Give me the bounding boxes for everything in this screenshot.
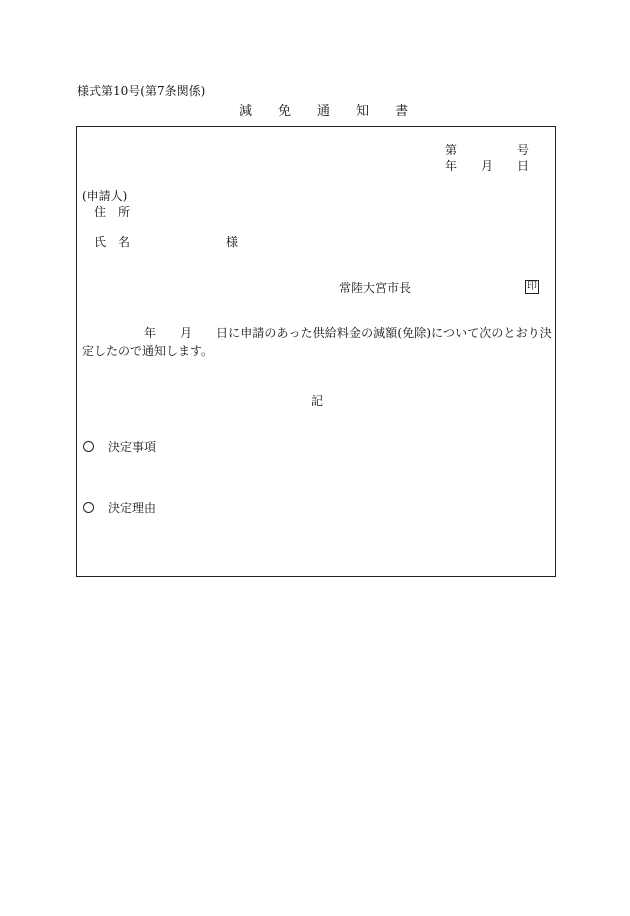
body-month-label: 月 bbox=[180, 326, 193, 340]
seal-icon: 印 bbox=[527, 281, 537, 292]
title-char: 免 bbox=[278, 104, 292, 119]
title-char: 書 bbox=[395, 104, 409, 119]
name-char: 氏 bbox=[94, 235, 107, 249]
decision-reason-label: 決定理由 bbox=[108, 501, 157, 515]
body-year-label: 年 bbox=[144, 326, 157, 340]
address-char: 住 bbox=[94, 205, 107, 219]
circle-bullet-icon bbox=[83, 502, 94, 513]
decision-item-label: 決定事項 bbox=[108, 440, 157, 454]
name-char: 名 bbox=[118, 235, 131, 249]
circle-bullet-icon bbox=[83, 441, 94, 452]
honorific-sama: 様 bbox=[226, 235, 239, 249]
date-month-label: 月 bbox=[481, 159, 494, 173]
document-title bbox=[239, 105, 408, 118]
title-char: 知 bbox=[356, 104, 370, 119]
applicant-label: (申請人) bbox=[82, 189, 128, 203]
form-number: 様式第10号(第7条関係) bbox=[77, 84, 206, 98]
decision-reason bbox=[82, 502, 156, 514]
decision-item bbox=[82, 441, 156, 453]
date-day-label: 日 bbox=[517, 159, 530, 173]
name-label bbox=[94, 236, 130, 248]
record-label: 記 bbox=[311, 394, 324, 408]
title-char: 減 bbox=[239, 104, 253, 119]
body-text-line2: 定したので通知します。 bbox=[82, 344, 214, 358]
address-char: 所 bbox=[118, 205, 131, 219]
document-number-suffix: 号 bbox=[517, 143, 530, 157]
document-number-label: 第 bbox=[445, 143, 458, 157]
body-text-line1: 日に申請のあった供給料金の減額(免除)について次のとおり決 bbox=[216, 326, 552, 340]
title-char: 通 bbox=[317, 104, 331, 119]
issuer-title: 常陸大宮市長 bbox=[339, 281, 412, 295]
address-label bbox=[94, 206, 130, 218]
date-year-label: 年 bbox=[445, 159, 458, 173]
